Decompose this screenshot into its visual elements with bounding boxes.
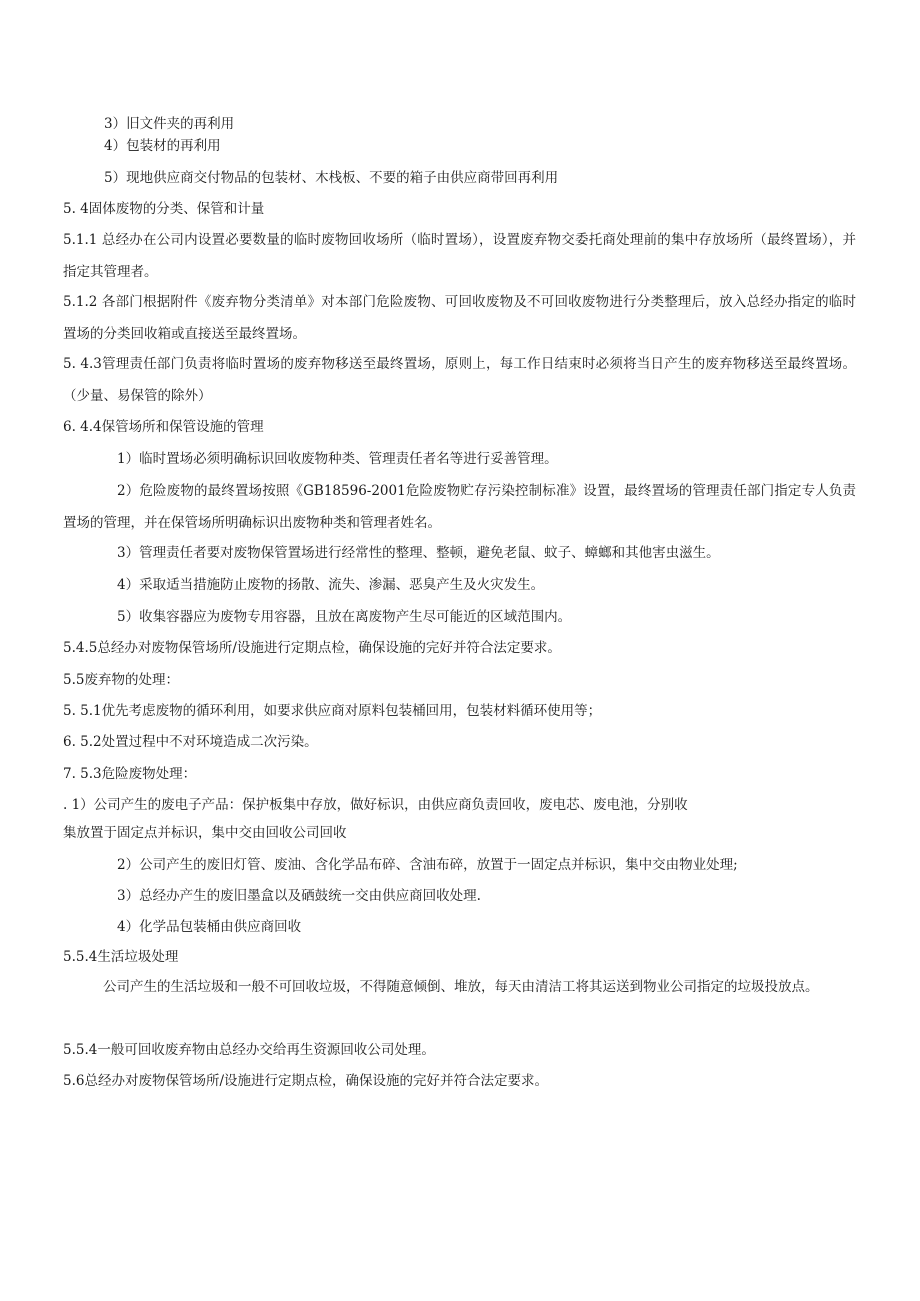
paragraph-5-6: 5.6总经办对废物保管场所/设施进行定期点检，确保设施的完好并符合法定要求。 xyxy=(63,1073,549,1089)
section-heading-4-4: 6. 4.4保管场所和保管设施的管理 xyxy=(63,419,264,435)
hazard-item-1-continued: 集放置于固定点并标识，集中交由回收公司回收 xyxy=(63,825,347,841)
storage-item-3: 3）管理责任者要对废物保管置场进行经常性的整理、整顿，避免老鼠、蚊子、蟑螂和其他害虫滋生。 xyxy=(117,545,720,561)
domestic-waste-paragraph: 公司产生的生活垃圾和一般不可回收垃圾，不得随意倾倒、堆放，每天由清洁工将其运送到物业公司指定的垃圾投放点。 xyxy=(103,979,819,995)
storage-item-4: 4）采取适当措施防止废物的扬散、流失、渗漏、恶臭产生及火灾发生。 xyxy=(117,577,545,593)
hazard-item-1: . 1）公司产生的废电子产品：保护板集中存放，做好标识，由供应商负责回收，废电芯、废电池，分别收 xyxy=(63,797,688,813)
item-5-supplier-packaging: 5）现地供应商交付物品的包装材、木栈板、不要的箱子由供应商带回再利用 xyxy=(104,170,559,186)
paragraph-5-5-1: 5. 5.1优先考虑废物的循环利用，如要求供应商对原料包装桶回用，包装材料循环使用等； xyxy=(63,703,602,719)
storage-item-2: 2）危险废物的最终置场按照《GB18596-2001危险废物贮存污染控制标准》设置，最终置场的管理责任部门指定专人负责置场的管理，并在保管场所明确标识出废物种类和管理者姓名。 xyxy=(63,483,856,531)
storage-item-5: 5）收集容器应为废物专用容器，且放在离废物产生尽可能近的区域范围内。 xyxy=(117,609,572,625)
section-heading-5-4: 5. 4固体废物的分类、保管和计量 xyxy=(63,201,265,217)
storage-item-1: 1）临时置场必须明确标识回收废物种类、管理责任者名等进行妥善管理。 xyxy=(117,451,558,467)
paragraph-5-5-2: 6. 5.2处置过程中不对环境造成二次污染。 xyxy=(63,734,318,750)
paragraph-5-5-3: 7. 5.3危险废物处理： xyxy=(63,766,197,782)
hazard-item-2: 2）公司产生的废旧灯管、废油、含化学品布碎、含油布碎，放置于一固定点并标识，集中交由物业处理; xyxy=(117,857,738,873)
paragraph-5-4-5: 5.4.5总经办对废物保管场所/设施进行定期点检，确保设施的完好并符合法定要求。 xyxy=(63,640,561,656)
section-heading-5-5-4: 5.5.4生活垃圾处理 xyxy=(63,949,179,965)
item-3-old-folders: 3）旧文件夹的再利用 xyxy=(104,116,235,132)
hazard-item-3: 3）总经办产生的废旧墨盒以及硒鼓统一交由供应商回收处理. xyxy=(117,888,481,904)
item-4-packaging-reuse: 4）包装材的再利用 xyxy=(104,138,221,154)
paragraph-5-1-1: 5.1.1 总经办在公司内设置必要数量的临时废物回收场所（临时置场），设置废弃物交委托商处理前的集中存放场所（最终置场），并指定其管理者。 xyxy=(63,232,856,280)
paragraph-5-5-4-recyclable: 5.5.4一般可回收废弃物由总经办交给再生资源回收公司处理。 xyxy=(63,1042,435,1058)
hazard-item-4: 4）化学品包装桶由供应商回收 xyxy=(117,919,302,935)
section-heading-5-5: 5.5废弃物的处理： xyxy=(63,672,179,688)
paragraph-5-4-3: 5. 4.3管理责任部门负责将临时置场的废弃物移送至最终置场，原则上，每工作日结束时必须将当日产生的废弃物移送至最终置场。（少量、易保管的除外） xyxy=(63,356,856,404)
paragraph-5-1-2: 5.1.2 各部门根据附件《废弃物分类清单》对本部门危险废物、可回收废物及不可回收废物进行分类整理后，放入总经办指定的临时置场的分类回收箱或直接送至最终置场。 xyxy=(63,294,856,342)
